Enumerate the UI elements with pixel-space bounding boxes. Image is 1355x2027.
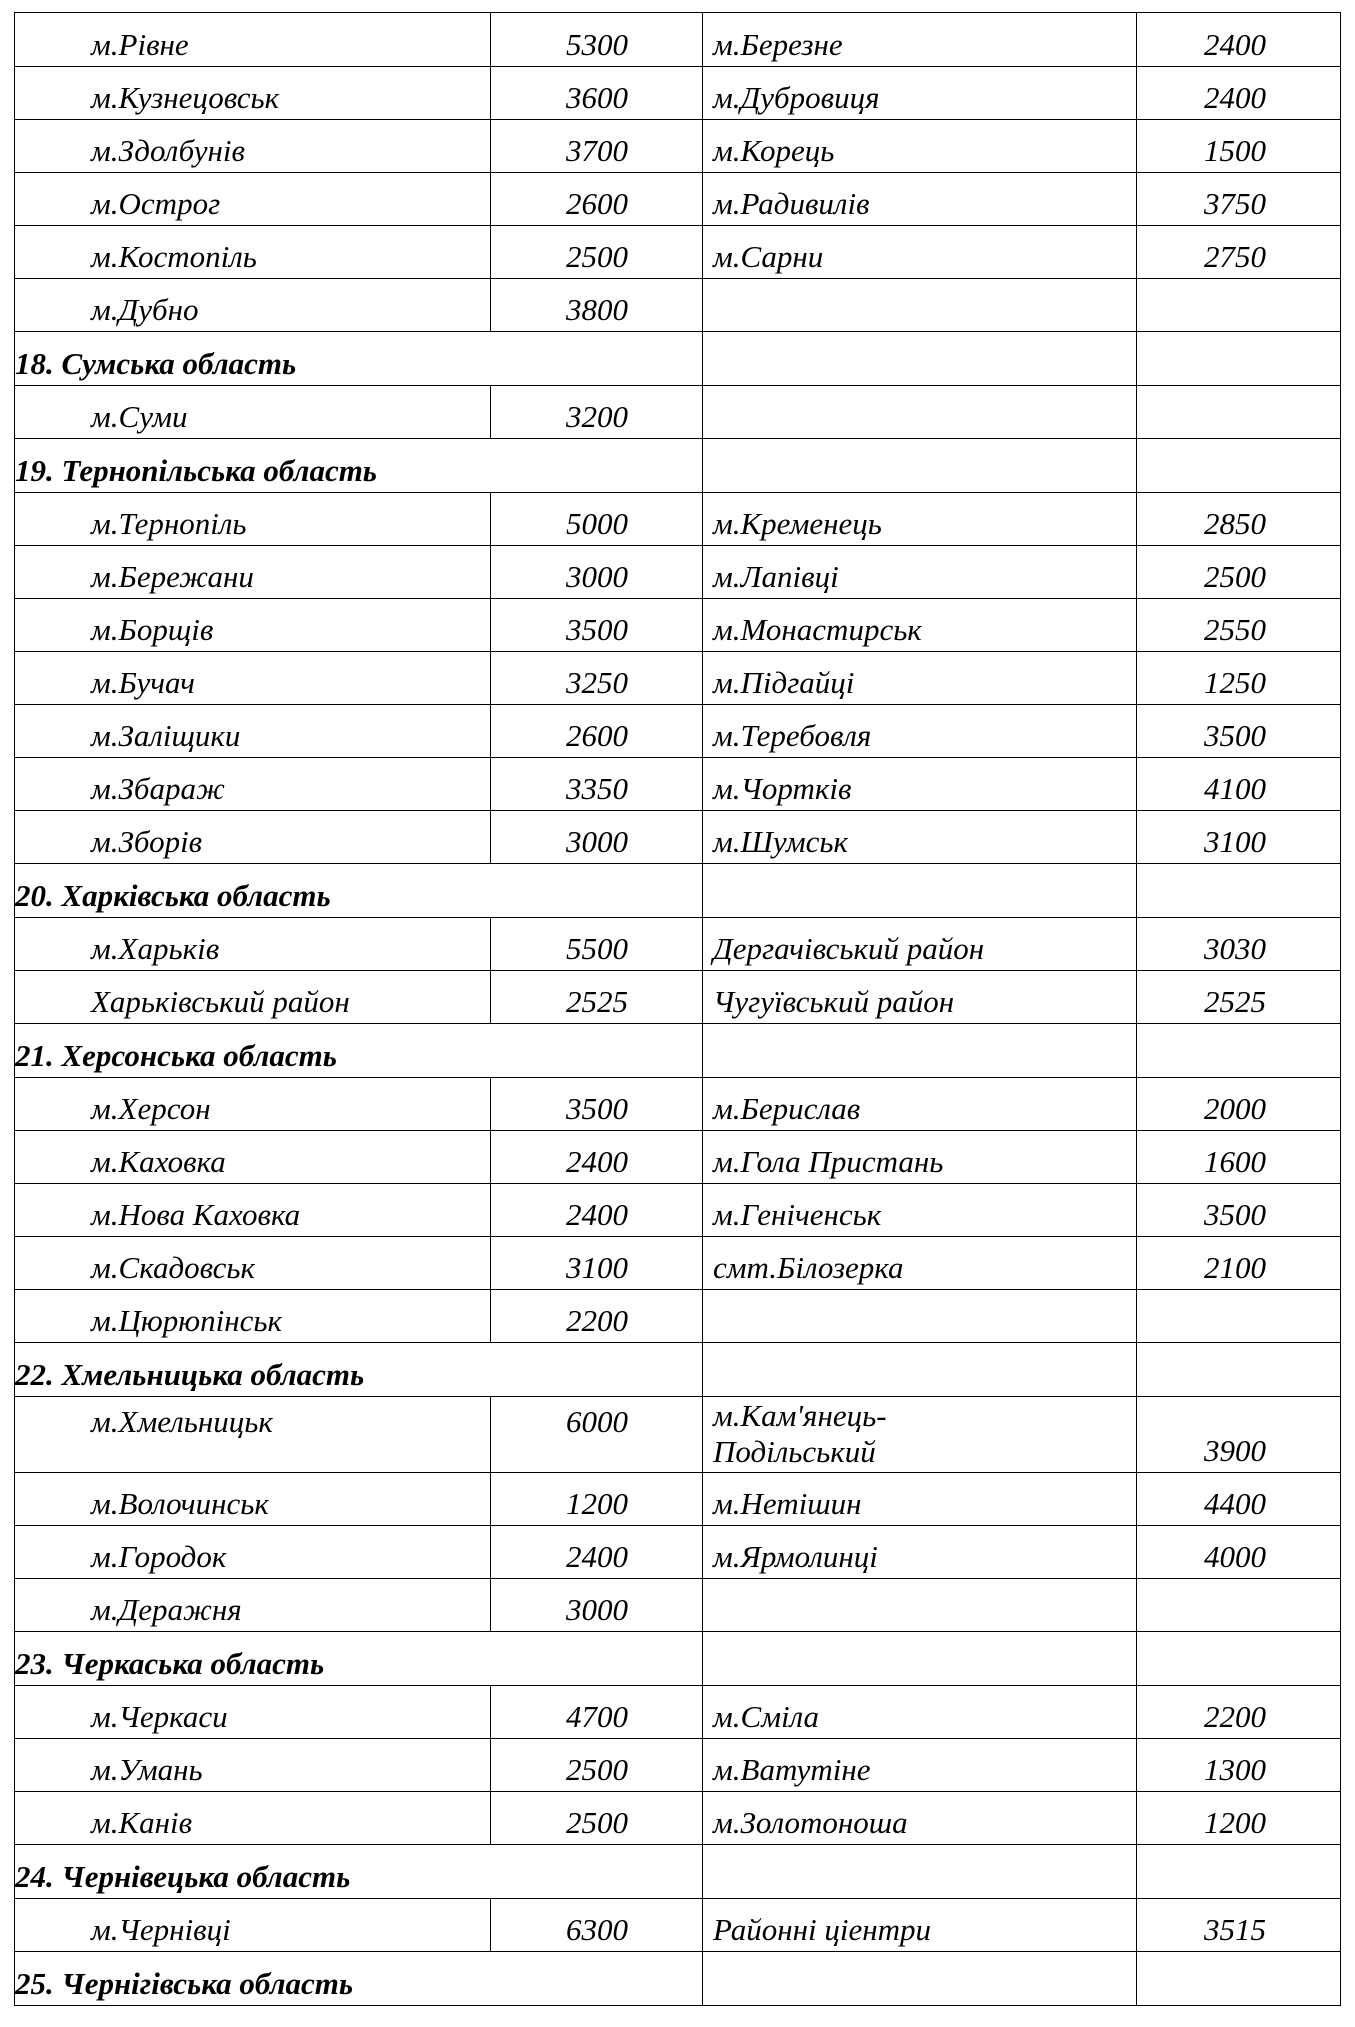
empty-cell — [703, 864, 1137, 918]
city-name: Чугуївський район — [713, 984, 955, 1019]
city-name: м.Херсон — [91, 1091, 211, 1126]
city-value-cell — [491, 226, 703, 279]
city-value: 2600 — [566, 718, 628, 753]
city-name: м.Сміла — [713, 1699, 820, 1734]
city-name: м.Костопіль — [91, 239, 257, 274]
city-row — [15, 1290, 1341, 1343]
city-row — [15, 1899, 1341, 1952]
city-name-cell — [703, 1792, 1137, 1845]
city-value: 3600 — [566, 80, 628, 115]
city-value-cell — [1137, 1078, 1341, 1131]
city-name-cell — [703, 705, 1137, 758]
city-value: 4100 — [1204, 771, 1266, 806]
city-name: м.Зборів — [91, 824, 203, 859]
region-title — [15, 1343, 703, 1397]
city-value: 1200 — [566, 1486, 628, 1521]
city-value: 5500 — [566, 931, 628, 966]
city-name: м.Волочинськ — [91, 1486, 269, 1521]
city-value-cell — [491, 599, 703, 652]
city-value-cell — [491, 1739, 703, 1792]
empty-cell — [1137, 439, 1341, 493]
city-value: 2400 — [566, 1144, 628, 1179]
city-name: м.Берислав — [713, 1091, 861, 1126]
region-title — [15, 1952, 703, 2006]
city-row — [15, 1397, 1341, 1473]
region-header-row — [15, 439, 1341, 493]
city-value-cell — [491, 1579, 703, 1632]
city-value-cell — [491, 1290, 703, 1343]
city-name: м.Теребовля — [713, 718, 872, 753]
city-name-cell — [15, 1792, 491, 1845]
region-header-row — [15, 1024, 1341, 1078]
city-value: 2400 — [566, 1539, 628, 1574]
city-value-cell — [491, 13, 703, 67]
city-name-cell — [703, 599, 1137, 652]
city-value-cell — [491, 1899, 703, 1952]
city-value: 2550 — [1204, 612, 1266, 647]
city-value-cell — [1137, 120, 1341, 173]
city-value: 3100 — [566, 1250, 628, 1285]
region-title-text: 18. Сумська область — [15, 346, 297, 381]
city-name-cell — [15, 971, 491, 1024]
city-value-cell — [491, 1184, 703, 1237]
city-name-cell — [703, 1686, 1137, 1739]
city-value-cell — [1137, 758, 1341, 811]
city-value: 3350 — [566, 771, 628, 806]
city-name-cell — [703, 1473, 1137, 1526]
city-name: м.Острог — [91, 186, 221, 221]
city-value: 2850 — [1204, 506, 1266, 541]
regions-table-body — [15, 13, 1341, 2006]
city-name: м.Бучач — [91, 665, 195, 700]
city-value: 1250 — [1204, 665, 1266, 700]
city-name-cell — [703, 386, 1137, 439]
city-name: м.Дубно — [91, 292, 199, 327]
city-row — [15, 1184, 1341, 1237]
region-title-text: 21. Херсонська область — [15, 1038, 337, 1073]
city-name: м.Кузнецовськ — [91, 80, 280, 115]
city-name: м.Радивилів — [713, 186, 870, 221]
region-header-row — [15, 1952, 1341, 2006]
city-name-cell — [15, 546, 491, 599]
city-value-cell — [1137, 1184, 1341, 1237]
city-name-cell — [15, 918, 491, 971]
city-row — [15, 811, 1341, 864]
city-name-cell — [15, 226, 491, 279]
city-value-cell — [1137, 1579, 1341, 1632]
city-name: Дергачівський район — [713, 931, 985, 966]
region-title-text: 25. Чернігівська область — [15, 1966, 354, 2001]
city-value-cell — [1137, 493, 1341, 546]
city-name: м.Сарни — [713, 239, 824, 274]
city-row — [15, 1739, 1341, 1792]
city-name-cell — [15, 1899, 491, 1952]
city-name: м.Заліщики — [91, 718, 241, 753]
city-row — [15, 1131, 1341, 1184]
city-row — [15, 599, 1341, 652]
city-value-cell — [1137, 599, 1341, 652]
city-value-cell — [1137, 1290, 1341, 1343]
city-name-cell — [15, 1078, 491, 1131]
city-name: м.Бережани — [91, 559, 254, 594]
city-value-cell — [491, 1473, 703, 1526]
city-row — [15, 1237, 1341, 1290]
city-value: 2200 — [566, 1303, 628, 1338]
city-value-cell — [491, 386, 703, 439]
city-row — [15, 1078, 1341, 1131]
city-name: м.Лапівці — [713, 559, 839, 594]
city-name-cell — [15, 705, 491, 758]
city-name-cell — [15, 758, 491, 811]
city-name-cell — [15, 1184, 491, 1237]
city-name: м.Черкаси — [91, 1699, 228, 1734]
city-value: 1200 — [1204, 1805, 1266, 1840]
city-value: 2600 — [566, 186, 628, 221]
region-title — [15, 864, 703, 918]
city-value-cell — [491, 918, 703, 971]
city-name: м.Канів — [91, 1805, 193, 1840]
city-name: м.Умань — [91, 1752, 203, 1787]
city-name-cell — [703, 120, 1137, 173]
city-value-cell — [491, 705, 703, 758]
city-value-cell — [491, 120, 703, 173]
city-value: 3000 — [566, 559, 628, 594]
city-value: 3500 — [566, 1091, 628, 1126]
city-name-cell — [703, 1526, 1137, 1579]
city-value: 2525 — [566, 984, 628, 1019]
region-title-text: 22. Хмельницька область — [15, 1357, 365, 1392]
city-name-cell — [703, 971, 1137, 1024]
city-value-cell — [491, 1792, 703, 1845]
city-name-cell — [703, 173, 1137, 226]
city-value-cell — [1137, 971, 1341, 1024]
city-name: м.Збараж — [91, 771, 225, 806]
city-name: м.Дубровиця — [713, 80, 880, 115]
city-name: м.Шумськ — [713, 824, 849, 859]
city-name: м.Геніченськ — [713, 1197, 882, 1232]
city-value-cell — [491, 67, 703, 120]
city-value: 5000 — [566, 506, 628, 541]
city-value-cell — [491, 279, 703, 332]
city-value: 2100 — [1204, 1250, 1266, 1285]
empty-cell — [703, 1632, 1137, 1686]
city-name-cell — [703, 546, 1137, 599]
city-value: 2500 — [566, 239, 628, 274]
empty-cell — [1137, 1024, 1341, 1078]
city-value: 2400 — [1204, 27, 1266, 62]
city-value-cell — [1137, 226, 1341, 279]
city-value: 3250 — [566, 665, 628, 700]
city-value: 5300 — [566, 27, 628, 62]
city-name: м.Корець — [713, 133, 835, 168]
city-value-cell — [1137, 546, 1341, 599]
city-name: м.Нова Каховка — [91, 1197, 301, 1232]
city-value-cell — [1137, 705, 1341, 758]
city-name-cell — [15, 811, 491, 864]
city-name: м.Борщів — [91, 612, 214, 647]
city-row — [15, 1686, 1341, 1739]
city-name: м.Золотоноша — [713, 1805, 908, 1840]
city-name-cell — [15, 1686, 491, 1739]
city-name-cell — [15, 1397, 491, 1473]
city-name: Районні ціентри — [713, 1912, 932, 1947]
city-value: 2000 — [1204, 1091, 1266, 1126]
city-value-cell — [1137, 652, 1341, 705]
city-name-cell — [703, 758, 1137, 811]
region-title-text: 20. Харківська область — [15, 878, 331, 913]
city-name: м.Гола Пристань — [713, 1144, 944, 1179]
city-name-cell — [15, 652, 491, 705]
empty-cell — [1137, 1343, 1341, 1397]
city-value: 1600 — [1204, 1144, 1266, 1179]
city-name: м.Кременець — [713, 506, 882, 541]
city-row — [15, 13, 1341, 67]
city-name: м.Деражня — [91, 1592, 242, 1627]
city-value-cell — [491, 811, 703, 864]
city-name-cell — [703, 1899, 1137, 1952]
city-value: 6000 — [566, 1404, 628, 1439]
empty-cell — [703, 1845, 1137, 1899]
city-name: м.Монастирськ — [713, 612, 922, 647]
empty-cell — [703, 332, 1137, 386]
city-row — [15, 67, 1341, 120]
city-name-cell — [703, 67, 1137, 120]
region-header-row — [15, 1632, 1341, 1686]
city-name: м.Нетішин — [713, 1486, 862, 1521]
city-value-cell — [491, 1131, 703, 1184]
city-name-cell — [15, 1473, 491, 1526]
city-name: м.Чернівці — [91, 1912, 231, 1947]
city-value: 4000 — [1204, 1539, 1266, 1574]
city-row — [15, 173, 1341, 226]
city-value-cell — [1137, 918, 1341, 971]
city-value: 4400 — [1204, 1486, 1266, 1521]
city-name-cell — [15, 173, 491, 226]
city-value-cell — [1137, 1792, 1341, 1845]
city-value: 2400 — [1204, 80, 1266, 115]
empty-cell — [703, 1024, 1137, 1078]
city-name-cell — [703, 652, 1137, 705]
region-title — [15, 1632, 703, 1686]
region-title-text: 24. Чернівецька область — [15, 1859, 351, 1894]
city-name-cell — [15, 1739, 491, 1792]
city-name: м.Здолбунів — [91, 133, 245, 168]
city-row — [15, 971, 1341, 1024]
city-row — [15, 758, 1341, 811]
city-row — [15, 1473, 1341, 1526]
city-value-cell — [1137, 1237, 1341, 1290]
region-title-text: 19. Тернопільська область — [15, 453, 377, 488]
city-value: 2750 — [1204, 239, 1266, 274]
city-value-cell — [1137, 1686, 1341, 1739]
city-value-cell — [1137, 1397, 1341, 1473]
city-value: 2525 — [1204, 984, 1266, 1019]
city-name: м.Березне — [713, 27, 843, 62]
city-value-cell — [1137, 1526, 1341, 1579]
region-title — [15, 1845, 703, 1899]
city-name-cell — [703, 1290, 1137, 1343]
empty-cell — [1137, 864, 1341, 918]
empty-cell — [1137, 1845, 1341, 1899]
city-value: 3000 — [566, 1592, 628, 1627]
city-value-cell — [491, 1078, 703, 1131]
city-name-cell — [703, 279, 1137, 332]
city-name-cell — [703, 226, 1137, 279]
city-name: м.Рівне — [91, 27, 189, 62]
city-name-cell — [703, 918, 1137, 971]
empty-cell — [703, 1343, 1137, 1397]
city-value-cell — [1137, 67, 1341, 120]
city-value-cell — [491, 546, 703, 599]
city-value: 2500 — [566, 1752, 628, 1787]
city-name: м.Цюрюпінськ — [91, 1303, 282, 1338]
city-value: 4700 — [566, 1699, 628, 1734]
city-value: 3000 — [566, 824, 628, 859]
city-row — [15, 1526, 1341, 1579]
empty-cell — [703, 439, 1137, 493]
city-row — [15, 652, 1341, 705]
city-value-cell — [1137, 173, 1341, 226]
region-title — [15, 439, 703, 493]
city-name-cell — [703, 811, 1137, 864]
city-name-cell — [15, 1290, 491, 1343]
region-title — [15, 332, 703, 386]
city-value-cell — [491, 971, 703, 1024]
city-value: 3800 — [566, 292, 628, 327]
city-name-cell — [703, 1184, 1137, 1237]
city-name-cell — [703, 1579, 1137, 1632]
city-name-cell — [15, 67, 491, 120]
city-row — [15, 918, 1341, 971]
city-row — [15, 1792, 1341, 1845]
city-value-cell — [1137, 811, 1341, 864]
region-header-row — [15, 332, 1341, 386]
city-value-cell — [1137, 279, 1341, 332]
city-name: м.Скадовськ — [91, 1250, 256, 1285]
city-value-cell — [491, 758, 703, 811]
city-value: 3030 — [1204, 931, 1266, 966]
city-value: 3700 — [566, 133, 628, 168]
city-name-cell — [703, 1131, 1137, 1184]
city-value-cell — [491, 1397, 703, 1473]
city-value: 3515 — [1204, 1912, 1266, 1947]
city-name: смт.Білозерка — [713, 1250, 904, 1285]
city-value-cell — [491, 493, 703, 546]
region-header-row — [15, 1343, 1341, 1397]
city-value: 3500 — [1204, 718, 1266, 753]
city-name: м.Ватутіне — [713, 1752, 871, 1787]
empty-cell — [1137, 1632, 1341, 1686]
city-value: 2400 — [566, 1197, 628, 1232]
empty-cell — [1137, 1952, 1341, 2006]
city-name-cell — [15, 279, 491, 332]
city-value-cell — [491, 652, 703, 705]
city-name-cell — [15, 1131, 491, 1184]
city-value: 6300 — [566, 1912, 628, 1947]
city-name: Харьківський район — [91, 984, 350, 1019]
city-name: м.Городок — [91, 1539, 227, 1574]
city-value: 3500 — [1204, 1197, 1266, 1232]
empty-cell — [703, 1952, 1137, 2006]
city-name-cell — [15, 1579, 491, 1632]
city-name-cell — [703, 1237, 1137, 1290]
empty-cell — [1137, 332, 1341, 386]
city-name-cell — [703, 1739, 1137, 1792]
city-name: м.Підгайці — [713, 665, 855, 700]
city-value-cell — [1137, 13, 1341, 67]
city-value-cell — [491, 1526, 703, 1579]
city-value-cell — [1137, 1899, 1341, 1952]
city-value: 1300 — [1204, 1752, 1266, 1787]
city-name: м.Харьків — [91, 931, 220, 966]
city-name-cell — [15, 599, 491, 652]
city-value: 3100 — [1204, 824, 1266, 859]
region-title — [15, 1024, 703, 1078]
city-value: 3900 — [1204, 1433, 1266, 1468]
city-row — [15, 279, 1341, 332]
city-name-cell — [703, 13, 1137, 67]
city-row — [15, 1579, 1341, 1632]
city-name: м.Ярмолинці — [713, 1539, 878, 1574]
city-value: 3750 — [1204, 186, 1266, 221]
regions-table — [14, 12, 1341, 2006]
city-row — [15, 493, 1341, 546]
region-header-row — [15, 864, 1341, 918]
city-value: 2500 — [566, 1805, 628, 1840]
city-name: м.Суми — [91, 399, 188, 434]
city-value-cell — [491, 1237, 703, 1290]
city-row — [15, 386, 1341, 439]
city-name-cell — [15, 493, 491, 546]
city-name-cell — [703, 493, 1137, 546]
city-name-cell — [15, 1526, 491, 1579]
city-name: м.Тернопіль — [91, 506, 247, 541]
region-header-row — [15, 1845, 1341, 1899]
city-name: м.Чортків — [713, 771, 852, 806]
city-row — [15, 546, 1341, 599]
city-name: м.Каховка — [91, 1144, 226, 1179]
city-value: 3200 — [566, 399, 628, 434]
city-name-cell — [15, 1237, 491, 1290]
city-name-cell — [703, 1397, 1137, 1473]
city-name-cell — [15, 120, 491, 173]
city-row — [15, 226, 1341, 279]
city-name: м.Кам'янець-Подільський — [713, 1398, 887, 1469]
city-name: м.Хмельницьк — [91, 1404, 273, 1439]
city-name-cell — [15, 13, 491, 67]
city-value-cell — [1137, 386, 1341, 439]
city-value: 1500 — [1204, 133, 1266, 168]
region-title-text: 23. Черкаська область — [15, 1646, 325, 1681]
city-value: 2200 — [1204, 1699, 1266, 1734]
city-value: 3500 — [566, 612, 628, 647]
city-value-cell — [491, 173, 703, 226]
city-value: 2500 — [1204, 559, 1266, 594]
city-value-cell — [1137, 1131, 1341, 1184]
city-name-cell — [15, 386, 491, 439]
city-value-cell — [491, 1686, 703, 1739]
city-row — [15, 120, 1341, 173]
city-name-cell — [703, 1078, 1137, 1131]
city-value-cell — [1137, 1473, 1341, 1526]
city-value-cell — [1137, 1739, 1341, 1792]
city-row — [15, 705, 1341, 758]
